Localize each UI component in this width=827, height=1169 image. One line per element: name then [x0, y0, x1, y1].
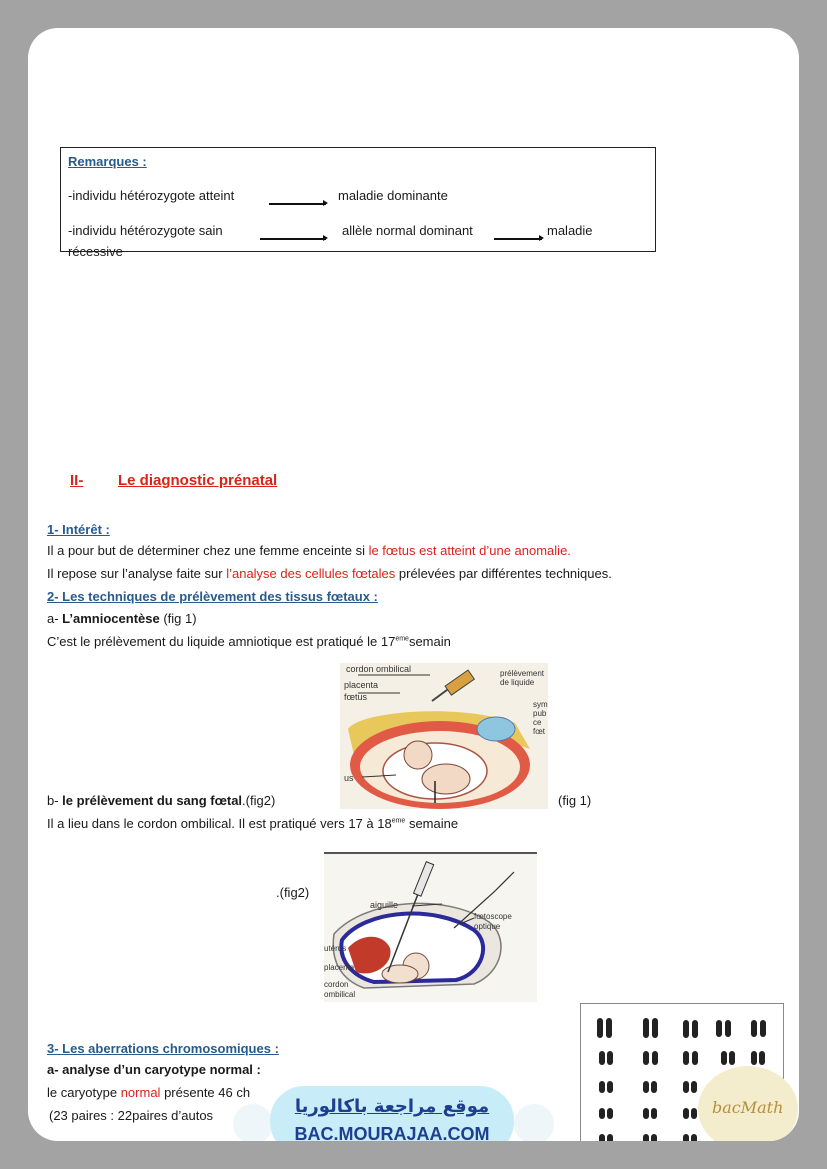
- caryotype-line-2: (23 paires : 22paires d’autos: [49, 1108, 214, 1123]
- remark-1-right: maladie dominante: [338, 188, 448, 203]
- fig1-label-symphyse: sym pub ce fœt: [533, 700, 548, 736]
- remark-1-arrow: [269, 203, 326, 205]
- sang-foetal-description: Il a lieu dans le cordon ombilical. Il est pratiqué vers 17 à 18eme semaine: [47, 816, 459, 831]
- remark-2-arrow-2: [494, 238, 542, 240]
- remark-2-left: -individu hétérozygote sain: [68, 223, 223, 238]
- section-number: II-: [70, 472, 84, 489]
- remark-1-left: -individu hétérozygote atteint: [68, 188, 235, 203]
- fig2-caption: .(fig2): [276, 885, 310, 900]
- fig2-label-1: utérus: [324, 944, 347, 953]
- fig2-label-3: cordon ombilical: [324, 980, 356, 999]
- sang-foetal-title: b- le prélèvement du sang fœtal.(fig2): [47, 793, 276, 808]
- interet-line-1: Il a pour but de déterminer chez une femme enceinte si le fœtus est atteint d’une anomalie.: [47, 543, 571, 558]
- remark-2-middle: allèle normal dominant: [342, 223, 473, 238]
- fig1-caption: (fig 1): [558, 793, 592, 808]
- amnio-description: C’est le prélèvement du liquide amniotique est pratiqué le 17emesemain: [47, 634, 451, 649]
- caryotype-title: a- analyse d’un caryotype normal :: [47, 1062, 261, 1077]
- banner-arabic-text: موقع مراجعة باكالوريا: [294, 1096, 490, 1117]
- fig1-label-placenta: placenta: [344, 680, 379, 690]
- fig1-label-prelevement: prélèvement de liquide: [500, 669, 545, 687]
- section-title: Le diagnostic prénatal: [118, 472, 278, 489]
- fig2-label-2: placenta: [324, 963, 355, 972]
- fig1-label-cordon: cordon ombilical: [346, 664, 412, 674]
- interet-line-2: Il repose sur l’analyse faite sur l’analyse des cellules fœtales prélevées par différentes techniques.: [47, 566, 612, 581]
- fig1-label-foetus: fœtus: [344, 692, 368, 702]
- bacmath-logo: bacMath: [698, 1066, 798, 1141]
- caryotype-line-1: le caryotype normal présente 46 ch: [47, 1085, 251, 1100]
- document-page: [28, 28, 799, 1141]
- remark-2-arrow-1: [260, 238, 326, 240]
- fig2-label-aiguille: aiguille: [370, 900, 399, 910]
- interet-heading: 1- Intérêt :: [47, 522, 110, 537]
- banner-site-link[interactable]: BAC.MOURAJAA.COM: [294, 1124, 490, 1141]
- amnio-title: a- L’amniocentèse (fig 1): [47, 611, 197, 626]
- fig1-label-us: us: [344, 773, 354, 783]
- remarks-title: Remarques :: [68, 154, 147, 169]
- aberrations-heading: 3- Les aberrations chromosomiques :: [47, 1041, 279, 1056]
- fig2-label-foetoscope: fœtoscope optique: [474, 912, 512, 931]
- techniques-heading: 2- Les techniques de prélèvement des tissus fœtaux :: [47, 589, 378, 604]
- watermark-banner[interactable]: [270, 1086, 514, 1141]
- right-logo-icon: [514, 1104, 554, 1141]
- left-logo-icon: [233, 1104, 273, 1141]
- remark-2-right: maladie: [547, 223, 593, 238]
- remark-2-continuation: récessive: [68, 244, 123, 259]
